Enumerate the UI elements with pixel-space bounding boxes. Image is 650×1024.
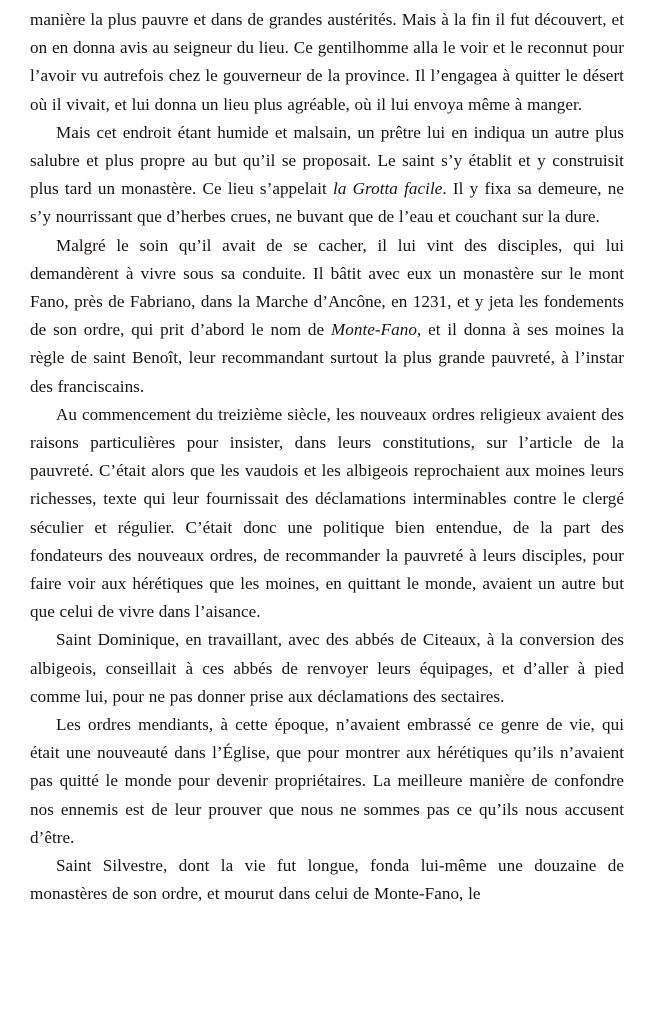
- paragraph: [30, 232, 624, 401]
- italic-phrase: Monte-Fano: [330, 320, 417, 340]
- text-run: , et il donna à ses moines la règle de saint Benoît, leur recommandant surtout la plus grande pauvreté, à l’instar des franciscains.: [30, 320, 624, 396]
- paragraph: [30, 626, 624, 711]
- paragraph: [30, 6, 624, 119]
- text-run: Au commencement du treizième siècle, les nouveaux ordres religieux avaient des raisons particulières pour insister, dans leurs constitutions, sur l’article de la pauvreté. C’était alors que les vaudois et les albigeois reprochaient aux moines leurs richesses, texte qui leur fournissait des déclamations interminables contre le clergé séculier et régulier. C’était donc une politique bien entendue, de la part des fondateurs des nouveaux ordres, de recommander la pauvreté à leurs disciples, pour faire voir aux hérétiques que les moines, en quittant le monde, avaient un autre but que celui de vivre dans l’aisance.: [30, 404, 624, 622]
- text-run: . Il y fixa sa demeure, ne s’y nourrissant que d’herbes crues, ne buvant que de l’eau et couchant sur la dure.: [30, 179, 624, 227]
- paragraph: [30, 711, 624, 852]
- text-run: Saint Dominique, en travaillant, avec des abbés de Citeaux, à la conversion des albigeois, conseillait à ces abbés de renvoyer leurs équipages, et d’aller à pied comme lui, pour ne pas donner prise aux déclamations des sectaires.: [30, 630, 624, 706]
- text-column: [30, 6, 624, 909]
- paragraph: [30, 401, 624, 627]
- text-run: Saint Silvestre, dont la vie fut longue, fonda lui-même une douzaine de monastères de son ordre, et mourut dans celui de Monte-Fano, le: [30, 856, 624, 904]
- text-run: manière la plus pauvre et dans de grandes austérités. Mais à la fin il fut découvert, et on en donna avis au seigneur du lieu. Ce gentilhomme alla le voir et le reconnut pour l’avoir vu autrefois chez le gouverneur de la province. Il l’engagea à quitter le désert où il vivait, et lui donna un lieu plus agréable, où il lui envoya même à manger.: [30, 10, 624, 114]
- italic-phrase: la Grotta facile: [333, 179, 443, 199]
- text-run: Les ordres mendiants, à cette époque, n’avaient embrassé ce genre de vie, qui était une nouveauté dans l’Église, que pour montrer aux hérétiques qu’ils n’avaient pas quitté le monde pour devenir propriétaires. La meilleure manière de confondre nos ennemis est de leur prouver que nous ne sommes pas ce qu’ils nous accusent d’être.: [30, 715, 624, 847]
- paragraph: [30, 852, 624, 908]
- text-run: Mais cet endroit étant humide et malsain, un prêtre lui en indiqua un autre plus salubre et plus propre au but qu’il se proposait. Le saint s’y établit et y construisit plus tard un monastère. Ce lieu s’appelait: [30, 122, 624, 199]
- text-run: Malgré le soin qu’il avait de se cacher, il lui vint des disciples, qui lui demandèrent à vivre sous sa conduite. Il bâtit avec eux un monastère sur le mont Fano, près de Fabriano, dans la Marche d’Ancône, en 1231, et y jeta les fondements de son ordre, qui prit d’abord le nom de: [30, 235, 624, 340]
- paragraph: [30, 119, 624, 232]
